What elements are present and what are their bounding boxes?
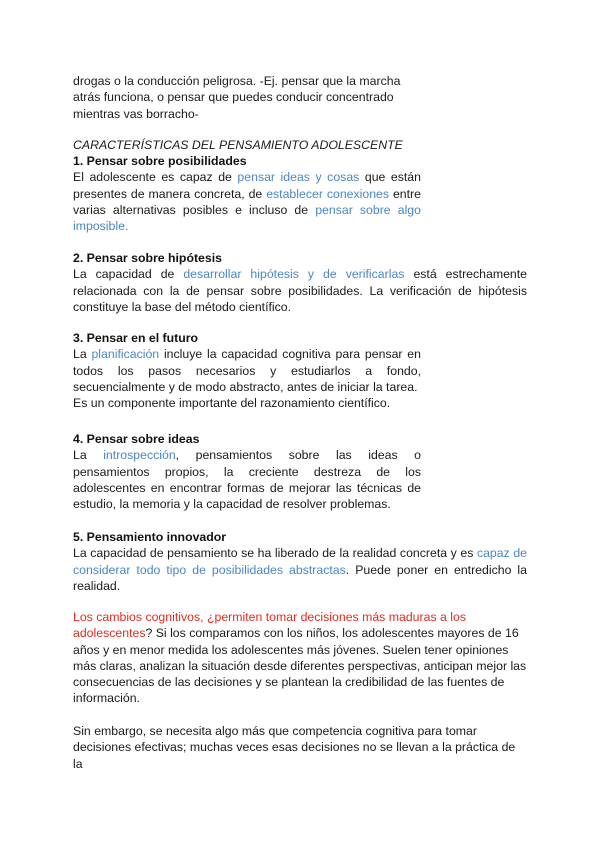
section-2-body	[73, 266, 527, 315]
text-run: La	[73, 347, 92, 362]
highlight-link: introspección	[103, 448, 176, 463]
text-run: La	[73, 448, 104, 463]
section-5	[73, 529, 527, 594]
text-run: La capacidad de	[73, 267, 184, 282]
highlight-link: capaz de considerar todo tipo de posibilidades abstractas	[73, 546, 527, 577]
text-run: ? Si los comparamos con los niños, los adolescentes mayores de 16 años y en menor medida los adolescentes más jóvenes. Suelen tener opiniones más claras, analizan la situación desde diferentes perspectivas, anticipan mejor las consecuencias de las decisiones y se plantean la credibilidad de las fuentes de información.	[73, 626, 527, 706]
paragraph-however-body: Sin embargo, se necesita algo más que competencia cognitiva para tomar decisiones efectivas; muchas veces esas decisiones no se llevan a la práctica de la	[73, 724, 516, 771]
section-4-heading: 4. Pensar sobre ideas	[73, 432, 200, 446]
text-run: , pensamientos sobre las ideas o pensamientos propios, la creciente destreza de los adolescentes en encontrar formas de mejorar las técnicas de estudio, la memoria y la capacidad de resolver problemas.	[73, 448, 421, 512]
section-3-body	[73, 346, 421, 395]
text-run: que están presentes de manera concreta, de	[73, 170, 421, 201]
text-run: El adolescente es capaz de	[73, 170, 238, 185]
section-1-heading: 1. Pensar sobre posibilidades	[73, 154, 247, 168]
section-3-heading: 3. Pensar en el futuro	[73, 331, 199, 345]
section-title: CARACTERÍSTICAS DEL PENSAMIENTO ADOLESCENTE	[73, 138, 403, 152]
paragraph-however	[73, 723, 527, 772]
highlighted-question: Los cambios cognitivos, ¿permiten tomar decisiones más maduras a los adolescentes	[73, 610, 466, 641]
section-5-heading: 5. Pensamiento innovador	[73, 530, 227, 544]
text-run: . Puede poner en entredicho la realidad.	[73, 562, 528, 593]
section-3	[73, 330, 421, 411]
paragraph-decisions-body	[73, 609, 527, 707]
intro-line: drogas o la conducción peligrosa. -Ej. pensar que la marcha	[73, 74, 401, 88]
text-run: está estrechamente relacionada con la de pensar sobre posibilidades. La verificación de hipótesis constituye la base del método científico.	[73, 267, 527, 314]
highlight-link: pensar ideas y cosas	[237, 170, 360, 185]
section-2-heading: 2. Pensar sobre hipótesis	[73, 251, 222, 265]
section-3-body-line: Es un componente importante del razonamiento científico.	[73, 396, 391, 411]
text-run: entre varias alternativas posibles e incluso de	[73, 186, 421, 217]
paragraph-decisions	[73, 609, 527, 707]
highlight-link: establecer conexiones	[266, 186, 390, 201]
highlight-link: planificación	[91, 347, 160, 362]
highlight-link: desarrollar hipótesis y de verificarlas	[183, 267, 405, 282]
section-1-body	[73, 169, 421, 234]
highlight-link: pensar sobre algo imposible.	[73, 202, 421, 234]
section-2	[73, 250, 527, 315]
intro-line: mientras vas borracho-	[73, 106, 199, 121]
section-5-body	[73, 545, 527, 594]
intro-line: atrás funciona, o pensar que puedes conducir concentrado	[73, 90, 394, 105]
text-run: La capacidad de pensamiento se ha liberado de la realidad concreta y es	[73, 546, 477, 561]
section-1	[73, 153, 421, 234]
section-4	[73, 431, 421, 512]
intro-paragraph	[73, 73, 421, 122]
text-run: incluye la capacidad cognitiva para pensar en todos los pasos necesarios y estudiarlos a fondo, secuencialmente y de modo abstracto, antes de iniciar la tarea.	[73, 347, 421, 394]
section-4-body	[73, 447, 421, 512]
